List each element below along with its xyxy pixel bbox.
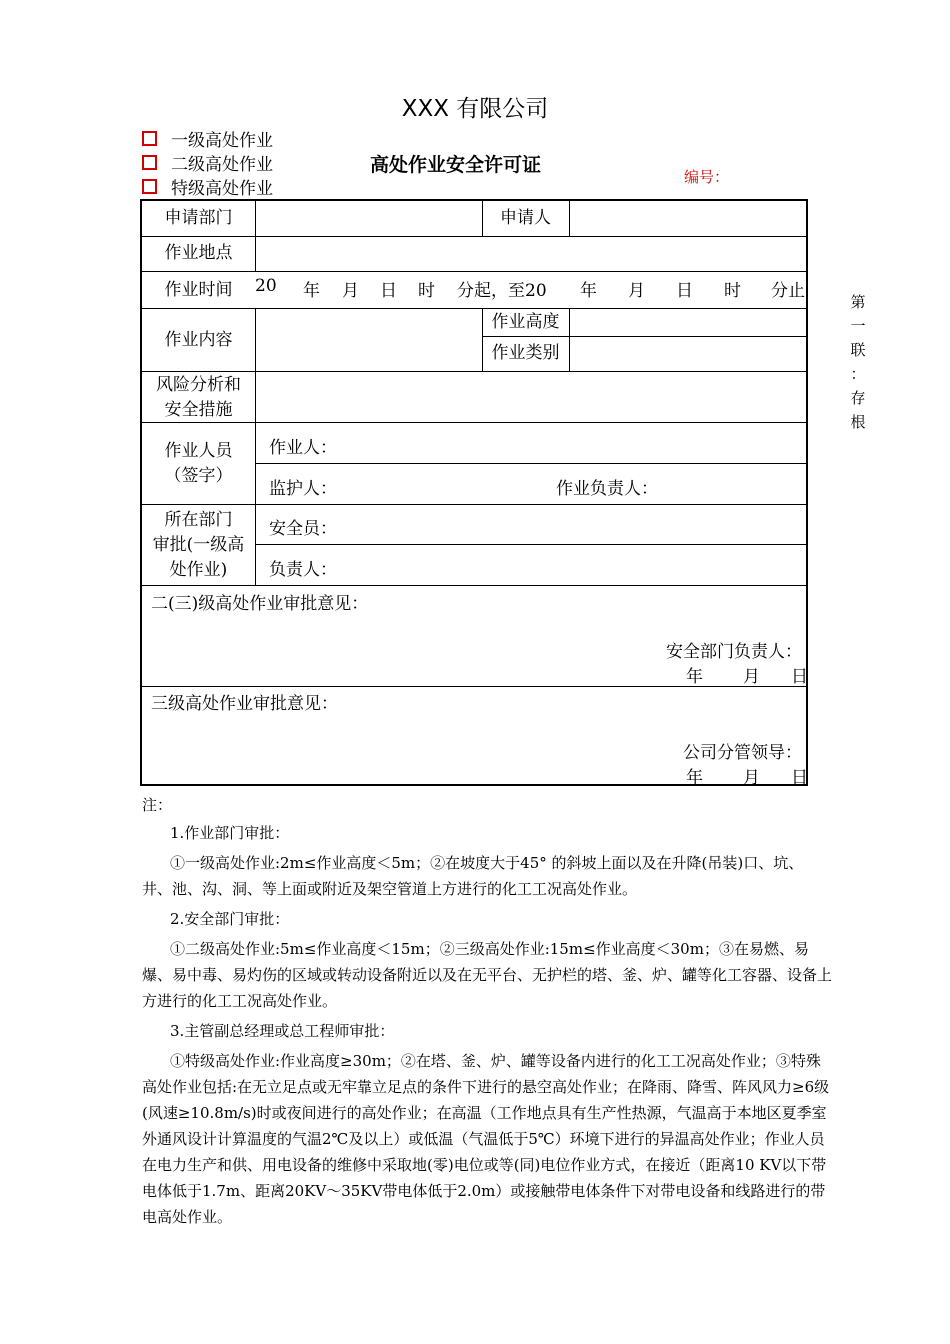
company-name: XXX 有限公司 (401, 96, 549, 122)
time-from-to: 分起，至20 (457, 281, 547, 301)
applicant-label: 申请人 (500, 208, 551, 228)
checkbox-icon[interactable] (142, 131, 157, 146)
risk-label: 风险分析和 安全措施 (156, 375, 241, 420)
opinion2-label: 二(三)级高处作业审批意见： (151, 594, 369, 614)
note-1-text: ①一级高处作业:2m≤作业高度＜5m；②在坡度大于45° 的斜坡上面以及在升降(吊装)口、坑、井、池、沟、洞、等上面或附近及架空管道上方进行的化工工况高处作业。 (142, 854, 804, 898)
guardian-label: 监护人： (269, 479, 337, 499)
time-day-a: 日 (380, 281, 397, 301)
dept-approval-label: 所在部门 审批(一级高 处作业) (152, 510, 245, 580)
apply-dept-label: 申请部门 (164, 208, 233, 228)
time-hour-a: 时 (418, 281, 435, 301)
time-year-a: 年 (303, 281, 320, 301)
time-day-b: 日 (676, 281, 693, 301)
note-1-title: 1.作业部门审批： (170, 824, 290, 842)
work-category-label: 作业类别 (491, 343, 560, 363)
note-2-title: 2.安全部门审批： (170, 910, 290, 928)
safety-officer-label: 安全员： (269, 519, 337, 539)
level-option-1[interactable]: 一级高处作业 (142, 126, 273, 150)
time-month-b: 月 (628, 281, 645, 301)
work-location-field[interactable] (256, 237, 806, 271)
company-leader-label: 公司分管领导： (683, 743, 802, 763)
work-content-field[interactable] (256, 309, 482, 371)
personnel-label: 作业人员 （签字） (164, 441, 233, 486)
date-year: 年 (686, 667, 703, 687)
date-month: 月 (743, 667, 760, 687)
permit-form (140, 199, 808, 786)
notes-section (142, 792, 832, 1230)
note-2-text: ①二级高处作业:5m≤作业高度＜15m；②三级高处作业:15m≤作业高度＜30m；③在易燃、易爆、易中毒、易灼伤的区域或转动设备附近以及在无平台、无护栏的塔、釜、炉、罐等化工容器、设备上方进行的化工工况高处作业。 (142, 940, 833, 1010)
applicant-field[interactable] (570, 201, 806, 236)
worker-label: 作业人： (269, 438, 337, 458)
work-location-label: 作业地点 (164, 243, 233, 263)
checkbox-icon[interactable] (142, 155, 157, 170)
work-height-field[interactable] (570, 309, 806, 336)
checkbox-icon[interactable] (142, 179, 157, 194)
work-time-label: 作业时间 (164, 280, 233, 300)
notes-head: 注： (142, 796, 173, 814)
stub-label: 第 一 联 ： 存 根 (850, 293, 866, 431)
note-3-text: ①特级高处作业:作业高度≥30m；②在塔、釜、炉、罐等设备内进行的化工工况高处作业；③特殊高处作业包括:在无立足点或无牢靠立足点的条件下进行的悬空高处作业；在降雨、降雪、阵风风力≥6级(风速≥10.8m/s)时或夜间进行的高处作业；在高温（工作地点具有生产性热源，气温高于本地区夏季室外通风设计计算温度的气温2℃及以上）或低温（气温低于5℃）环境下进行的异温高处作业；作业人员在电力生产和供、用电设备的维修中采取地(零)电位或等(同)电位作业方式，在接近（距离10 KV以下带电体低于1.7m、距离20KV～35KV带电体低于2.0m）或接触带电体条件下对带电设备和线路进行的带电高处作业。 (142, 1052, 830, 1226)
document-title: 高处作业安全许可证 (370, 154, 542, 176)
risk-field[interactable] (256, 372, 806, 422)
level-option-3[interactable]: 特级高处作业 (142, 174, 273, 198)
serial-number-label: 编号： (684, 168, 730, 186)
level-options (142, 126, 273, 198)
row-divider (142, 686, 806, 687)
date-day: 日 (791, 768, 808, 788)
row-divider (142, 504, 806, 505)
work-category-field[interactable] (570, 337, 806, 371)
work-height-label: 作业高度 (491, 312, 560, 332)
time-year-b: 年 (580, 281, 597, 301)
work-content-label: 作业内容 (164, 330, 233, 350)
row-divider (255, 463, 806, 464)
date-month: 月 (743, 768, 760, 788)
time-hour-b: 时 (724, 281, 741, 301)
time-20-a: 20 (255, 276, 277, 296)
note-3-title: 3.主管副总经理或总工程师审批： (170, 1022, 395, 1040)
responsible-label: 负责人： (269, 560, 337, 580)
time-month-a: 月 (342, 281, 359, 301)
apply-dept-field[interactable] (255, 201, 481, 236)
date-year: 年 (686, 768, 703, 788)
safety-head-label: 安全部门负责人： (666, 642, 802, 662)
opinion3-label: 三级高处作业审批意见： (151, 694, 338, 714)
level-option-2[interactable]: 二级高处作业 (142, 150, 273, 174)
time-until: 分止 (771, 281, 805, 301)
row-divider (142, 585, 806, 586)
row-divider (142, 271, 806, 272)
row-divider (255, 544, 806, 545)
date-day: 日 (791, 667, 808, 687)
leader-label: 作业负责人： (556, 479, 658, 499)
